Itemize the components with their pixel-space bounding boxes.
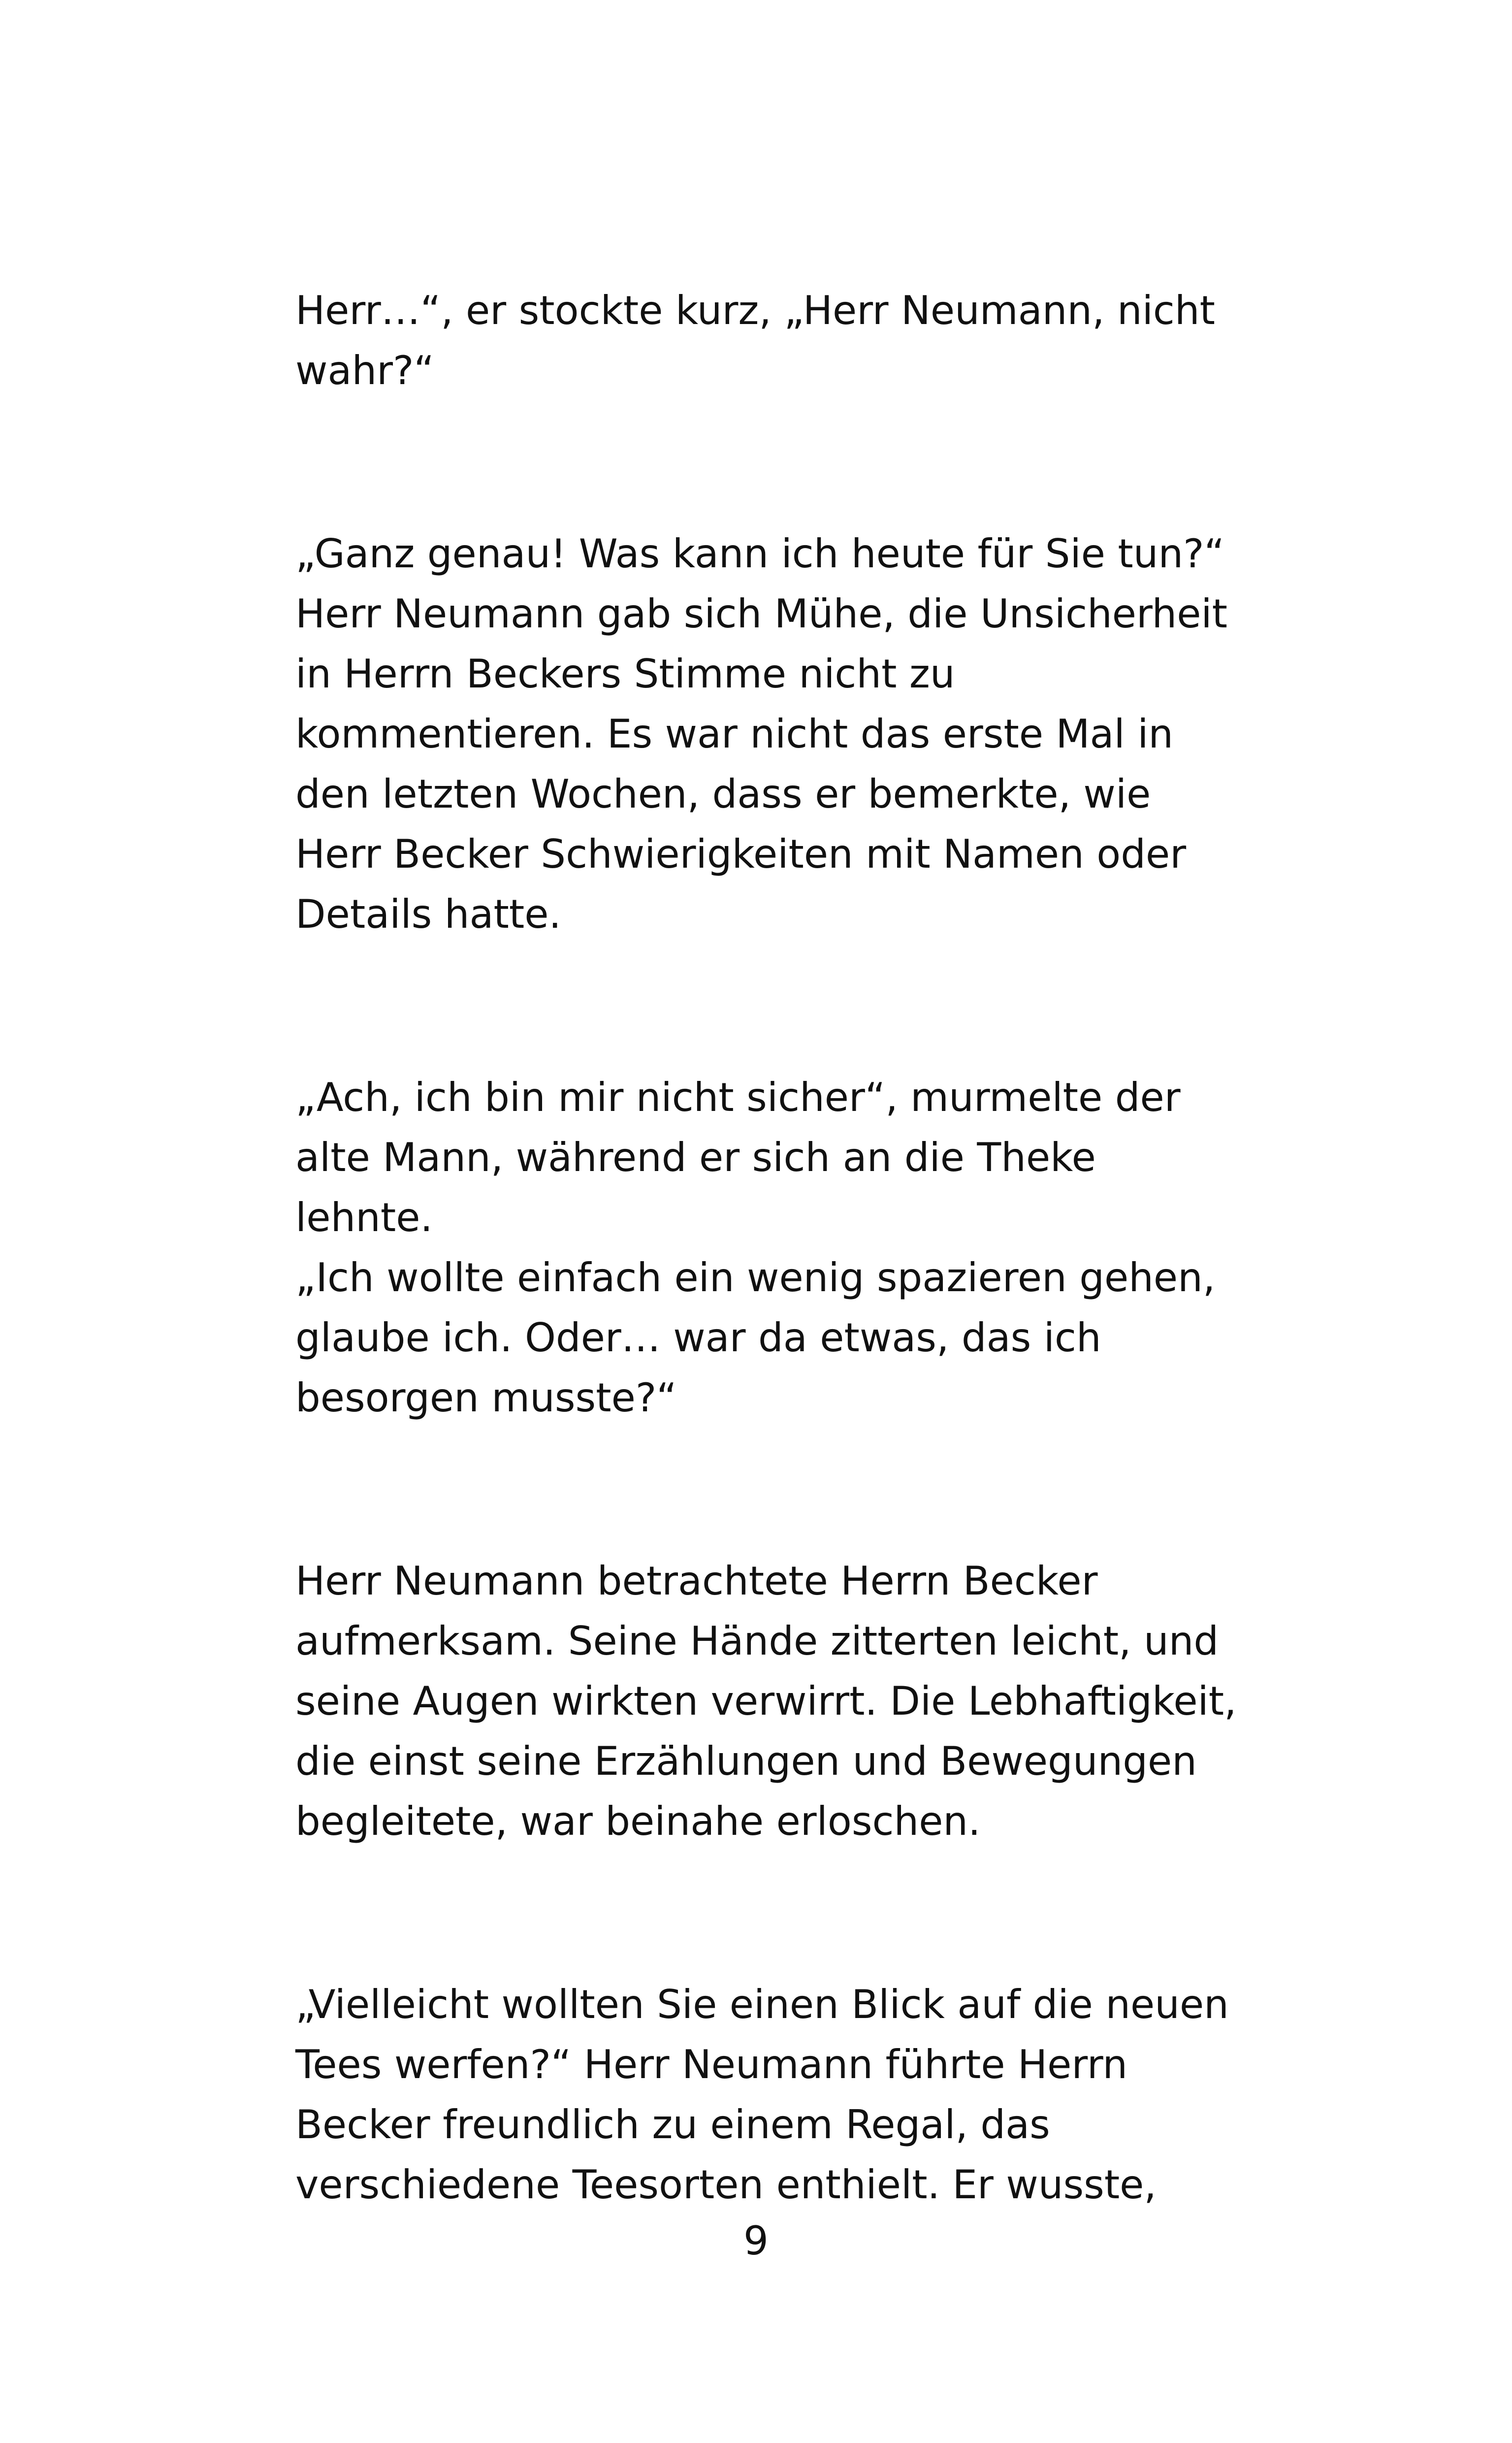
text-line: Herr Neumann betrachtete Herrn Becker [295,1558,1098,1604]
text-line: Tees werfen?“ Herr Neumann führte Herrn [295,2042,1128,2087]
paragraph-5 [295,1975,1246,2215]
text-line: Herr Neumann gab sich Mühe, die Unsicherheit [295,591,1228,637]
text-line: die einst seine Erzählungen und Bewegungen [295,1738,1197,1784]
text-line: Herr Becker Schwierigkeiten mit Namen oder [295,831,1187,877]
text-line: Becker freundlich zu einem Regal, das [295,2102,1050,2148]
paragraph-4 [295,1551,1246,1852]
text-line: alte Mann, während er sich an die Theke lehnte. [295,1135,1096,1240]
text-line: besorgen musste?“ [295,1375,677,1421]
text-line: in Herrn Beckers Stimme nicht zu [295,651,955,697]
text-line: „Ach, ich bin mir nicht sicher“, murmelte der [295,1075,1181,1120]
text-line: kommentieren. Es war nicht das erste Mal in [295,711,1174,757]
text-line: Details hatte. [295,891,561,937]
body-text [295,281,1246,2215]
text-line: wahr?“ [295,348,434,393]
text-line: Herr…“, er stockte kurz, „Herr Neumann, nicht [295,288,1215,333]
paragraph-1 [295,281,1246,401]
text-line: verschiedene Teesorten enthielt. Er wusste, [295,2162,1157,2208]
text-line: „Ganz genau! Was kann ich heute für Sie tun?“ [295,531,1225,577]
text-line: „Vielleicht wollten Sie einen Blick auf die neuen [295,1982,1229,2027]
text-line: begleitete, war beinahe erloschen. [295,1798,981,1844]
paragraph-3 [295,1068,1246,1428]
page-number: 9 [743,2218,769,2264]
text-line: den letzten Wochen, dass er bemerkte, wie [295,771,1151,817]
text-line: aufmerksam. Seine Hände zitterten leicht, und [295,1618,1219,1664]
text-line: „Ich wollte einfach ein wenig spazieren gehen, [295,1255,1216,1301]
text-line: glaube ich. Oder… war da etwas, das ich [295,1315,1101,1361]
text-line: seine Augen wirkten verwirrt. Die Lebhaftigkeit, [295,1678,1237,1724]
paragraph-2 [295,524,1246,945]
